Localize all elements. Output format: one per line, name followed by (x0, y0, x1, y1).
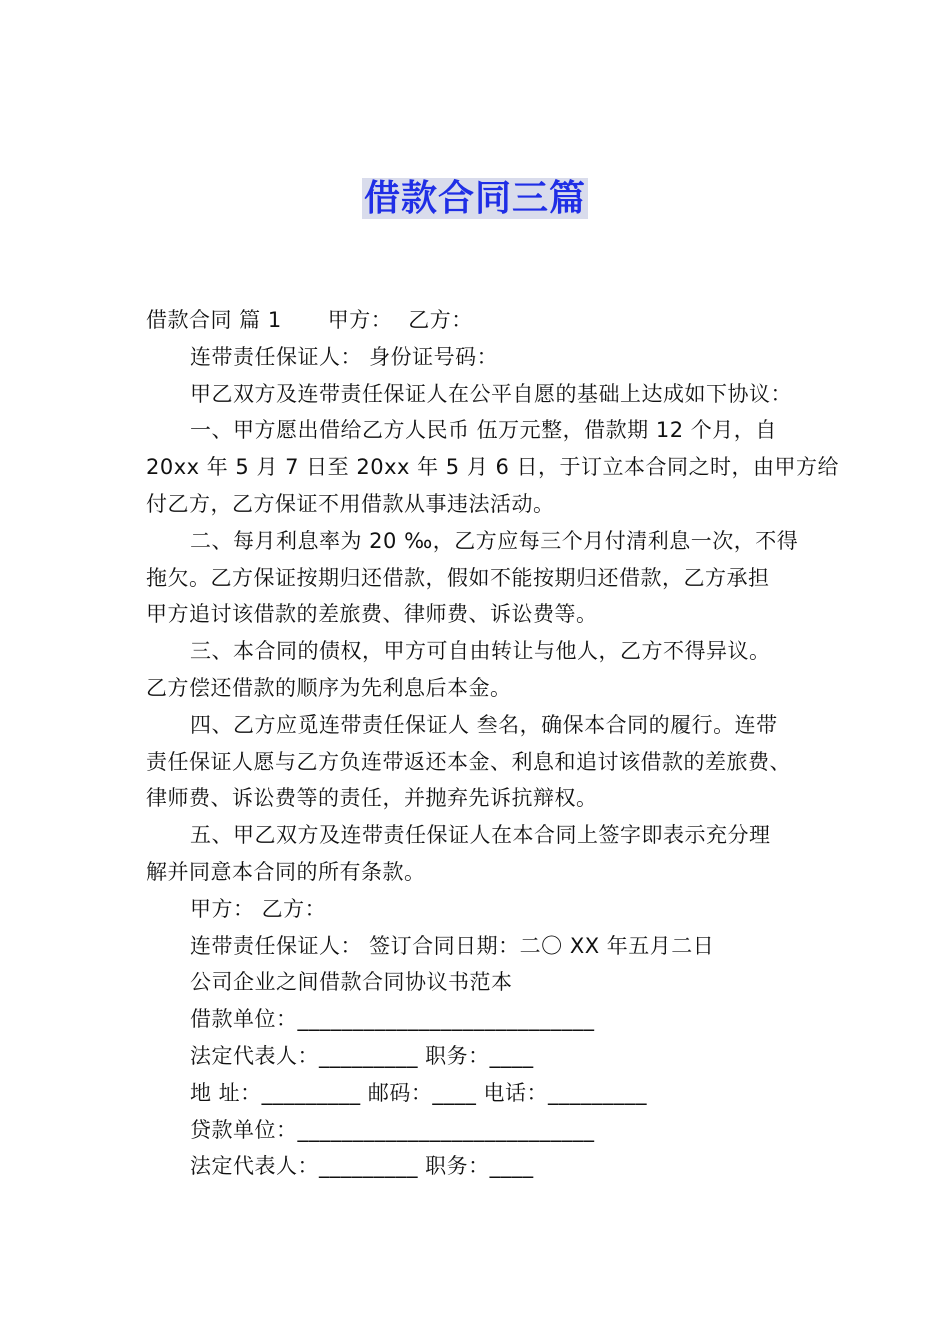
text-line: 20xx 年 5 月 7 日至 20xx 年 5 月 6 日，于订立本合同之时，由甲方给 (146, 455, 840, 480)
text-line: 甲方： 乙方： (190, 896, 327, 921)
form-line: 贷款单位：___________________________ (190, 1117, 595, 1142)
heading-line (146, 302, 810, 339)
text-line: 连带责任保证人： 身份证号码： (190, 344, 499, 369)
document-body (146, 302, 840, 1185)
text-line: 解并同意本合同的所有条款。 (146, 859, 426, 884)
text-line: 一、甲方愿出借给乙方人民币 伍万元整，借款期 12 个月，自 (190, 418, 777, 443)
text-line: 四、乙方应觅连带责任保证人 叁名，确保本合同的履行。连带 (190, 712, 778, 737)
form-line: 借款单位：___________________________ (190, 1007, 595, 1032)
text-line: 律师费、诉讼费等的责任，并抛弃先诉抗辩权。 (146, 786, 598, 811)
text-line: 甲方追讨该借款的差旅费、律师费、诉讼费等。 (146, 602, 598, 627)
text-line: 二、每月利息率为 20 ‰，乙方应每三个月付清利息一次，不得 (190, 528, 799, 553)
text-line: 公司企业之间借款合同协议书范本 (190, 970, 513, 995)
form-line: 法定代表人：_________ 职务：____ (190, 1154, 534, 1179)
text-line: 三、本合同的债权，甲方可自由转让与他人，乙方不得异议。 (190, 639, 771, 664)
text-line: 连带责任保证人： 签订合同日期：二〇 XX 年五月二日 (190, 933, 715, 958)
party-b-label: 乙方： (408, 308, 473, 332)
text-line: 甲乙双方及连带责任保证人在公平自愿的基础上达成如下协议： (190, 381, 792, 406)
party-a-label: 甲方： (327, 308, 393, 332)
form-line: 地 址：_________ 邮码：____ 电话：_________ (190, 1080, 648, 1105)
contract-heading: 借款合同 篇 1 (146, 308, 282, 332)
text-line: 五、甲乙双方及连带责任保证人在本合同上签字即表示充分理 (190, 823, 771, 848)
form-line: 法定代表人：_________ 职务：____ (190, 1043, 534, 1068)
document-title (0, 176, 950, 222)
text-line: 乙方偿还借款的顺序为先利息后本金。 (146, 675, 512, 700)
title-text: 借款合同三篇 (363, 178, 586, 219)
text-line: 责任保证人愿与乙方负连带返还本金、利息和追讨该借款的差旅费、 (146, 749, 791, 774)
text-line: 付乙方，乙方保证不用借款从事违法活动。 (146, 491, 555, 516)
text-line: 拖欠。乙方保证按期归还借款，假如不能按期归还借款，乙方承担 (146, 565, 770, 590)
